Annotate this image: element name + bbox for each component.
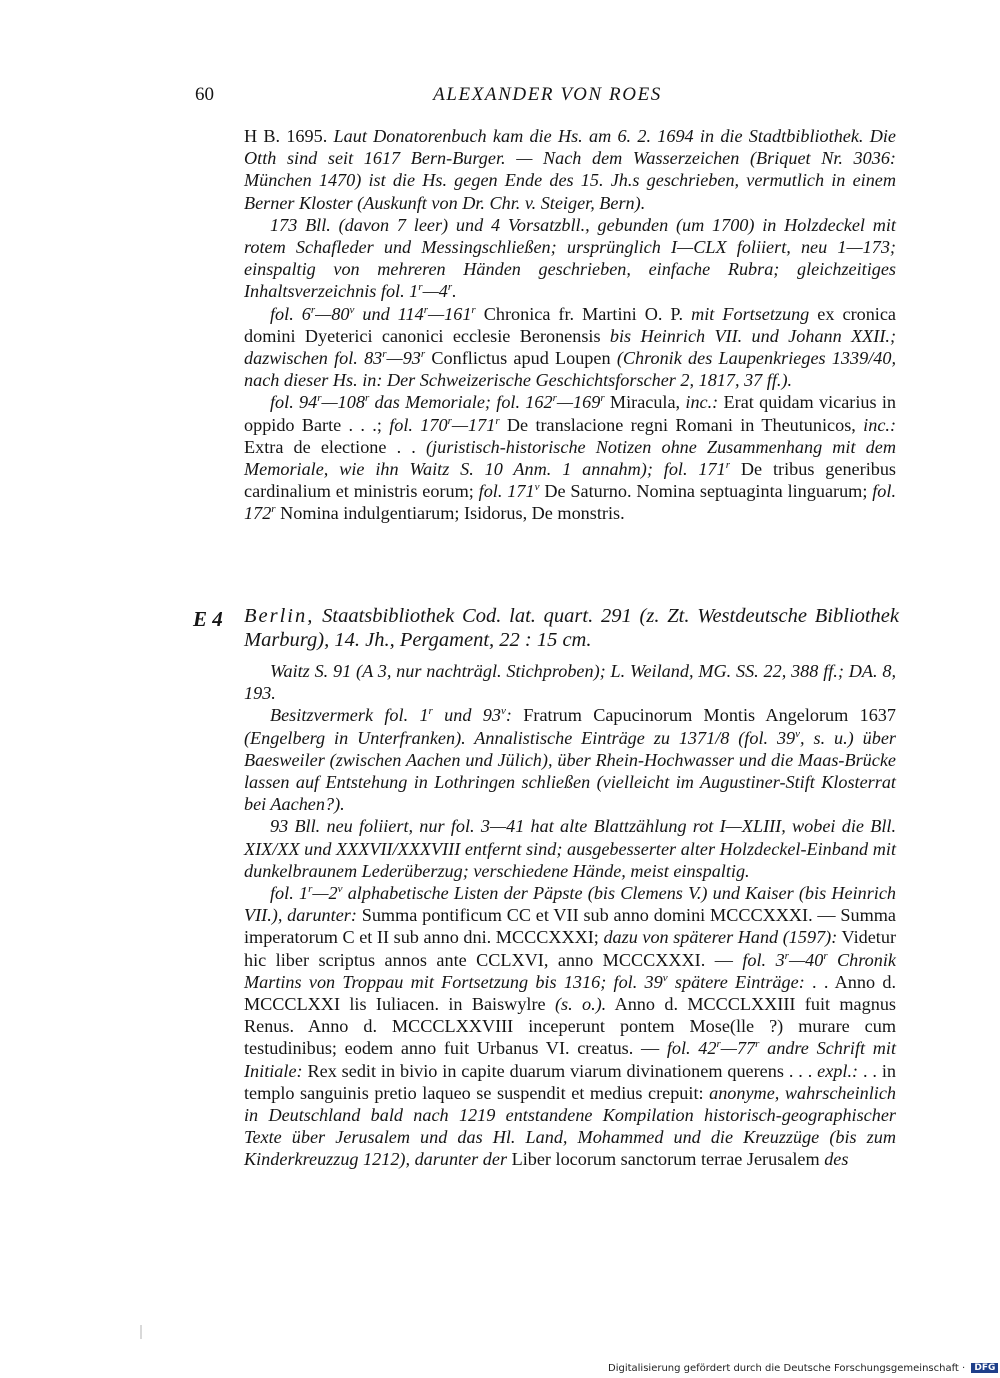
- paragraph: fol. 1$^r$—2$^v$ alphabetische Listen der Päpste (bis Clemens V.) und Kaiser (bis Heinrich VII.), darunter: Summa pontificum CC et VII sub anno domini MCCCXXXI. — Summa imperatorum C et II sub anno dni. MCCCXXXI; dazu von späterer Hand (1597): Videtur hic liber scriptus annos ante CCLXVI, anno MCCCXXXI. — fol. 3$^r$—40$^r$ Chronik Martins von Troppau mit Fortsetzung bis 1316; fol. 39$^v$ spätere Einträge: . . Anno d. MCCCLXXI lis Iuliacen. in Baiswylre (s. o.). Anno d. MCCCLXXIII fuit magnus Renus. Anno d. MCCCLXXVIII inceperunt pontem Mose(lle ?) murare cum testudinibus; eodem anno fuit Urbanus VI. creatus. — fol. 42$^r$—77$^r$ andre Schrift mit Initiale: Rex sedit in bivio in capite duarum viarum divinationem querens . . . expl.: . . in templo sanguinis pretio laqueo se suspendit et medius crepuit: anonyme, wahrscheinlich in Deutschland bald nach 1219 entstandene Kompilation historisch-geographischer Texte über Jerusalem und das Hl. Land, Mohammed und die Kreuzzüge (bis zum Kinderkreuzzug 1212), darunter der Liber locorum sanctorum terrae Jerusalem des: [244, 882, 897, 1170]
- dfg-logo: DFG: [971, 1363, 998, 1373]
- paragraph: 173 Bll. (davon 7 leer) und 4 Vorsatzbll., gebunden (um 1700) in Holzdeckel mit rotem Schafleder und Messingschließen; ursprünglich I—CLX foliiert, neu 1—173; einspaltig von mehreren Händen geschrieben, einfache Rubra; gleichzeitiges Inhaltsverzeichnis fol. 1$^r$—4$^r$.: [244, 214, 896, 302]
- manuscript-description: [244, 660, 896, 1171]
- paragraph: 93 Bll. neu foliiert, nur fol. 3—41 hat alte Blattzählung rot I—XLIII, wobei die Bll. XIX/XX und XXXVII/XXXVIII entfernt sind; ausgebesserter alter Holzdeckel-Einband mit dunkelbraunem Lederüberzug; verschiedene Hände, meist einspaltig.: [244, 816, 896, 881]
- paragraph: fol. 94$^r$—108$^r$ das Memoriale; fol. 162$^r$—169$^r$ Miracula, inc.: Erat quidam vicarius in oppido Barte . . .; fol. 170$^r$—171$^r$ De translacione regni Romani in Theutunicos, inc.: Extra de electione . . (juristisch-historische Notizen ohne Zusammenhang mit dem Memoriale, wie ihn Waitz S. 10 Anm. 1 annahm); fol. 171$^r$ De tribus generibus cardinalium et ministris eorum; fol. 171$^v$ De Saturno. Nomina septuaginta linguarum; fol. 172$^r$ Nomina indulgentiarum; Isidorus, De monstris.: [244, 392, 897, 524]
- paragraph: fol. 6$^r$—80$^v$ und 114$^r$—161$^r$ Chronica fr. Martini O. P. mit Fortsetzung ex cronica domini Dyeterici canonici ecclesie Beronensis bis Heinrich VII. und Johann XXII.; dazwischen fol. 83$^r$—93$^r$ Conflictus apud Loupen (Chronik des Laupenkrieges 1339/40, nach dieser Hs. in: Der Schweizerische Geschichtsforscher 2, 1817, 37 ff.).: [244, 303, 897, 391]
- page-header: [195, 84, 900, 112]
- paragraph: Besitzvermerk fol. 1$^r$ und 93$^v$: Fratrum Capucinorum Montis Angelorum 1637 (Engelberg in Unterfranken). Annalistische Einträge zu 1371/8 (fol. 39$^v$, s. u.) über Baesweiler (zwischen Aachen und Jülich), über Rhein-Hochwasser und die Maas-Brücke lassen auf Entstehung in Lothringen schließen (vielleicht im Augustiner-Stift Klosterrat bei Aachen?).: [244, 705, 896, 815]
- scan-speck: [140, 1325, 142, 1339]
- page-number: 60: [195, 84, 214, 105]
- manuscript-city: Berlin,: [244, 605, 315, 627]
- paragraph: H B. 1695. Laut Donatorenbuch kam die Hs. am 6. 2. 1694 in die Stadtbibliothek. Die Otth sind seit 1617 Bern-Burger. — Nach dem Wasserzeichen (Briquet Nr. 3036: München 1470) ist die Hs. gegen Ende des 15. Jh.s geschrieben, vermutlich in einem Berner Kloster (Auskunft von Dr. Chr. v. Steiger, Bern).: [244, 126, 897, 213]
- manuscript-siglum: E 4: [193, 607, 223, 631]
- digitization-credit: Digitalisierung gefördert durch die Deutsche Forschungsgemeinschaft · DFG: [608, 1363, 998, 1374]
- paragraph: Waitz S. 91 (A 3, nur nachträgl. Stichproben); L. Weiland, MG. SS. 22, 388 ff.; DA. 8, 193.: [244, 661, 896, 704]
- manuscript-heading: [244, 604, 899, 652]
- manuscript-shelfmark: Staatsbibliothek Cod. lat. quart. 291 (z. Zt. Westdeutsche Bibliothek Marburg), 14. Jh., Pergament, 22 : 15 cm.: [244, 605, 899, 651]
- running-title: ALEXANDER VON ROES: [433, 84, 662, 105]
- manuscript-description-continued: [244, 125, 896, 525]
